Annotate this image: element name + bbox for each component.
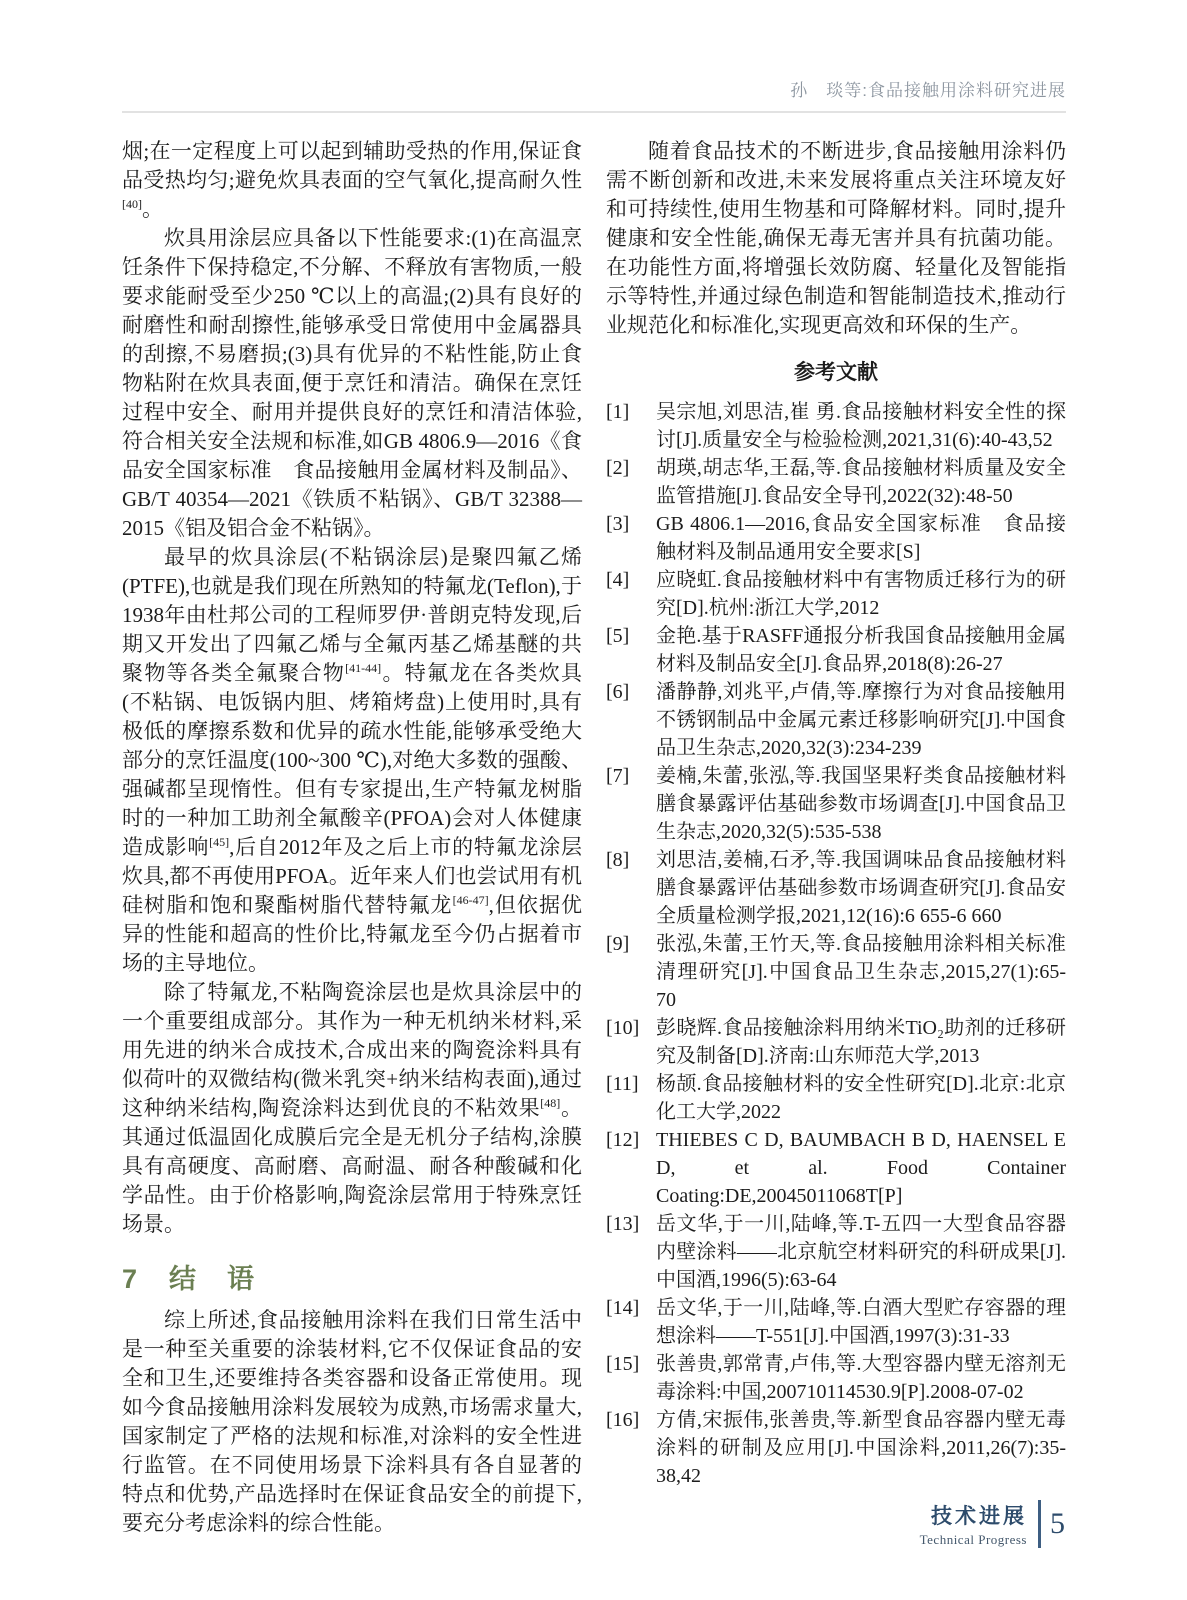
reference-text: 彭晓辉.食品接触涂料用纳米TiO₂助剂的迁移研究及制备[D].济南:山东师范大学,2013 bbox=[656, 1017, 1066, 1067]
citation-superscript: [41-44] bbox=[345, 661, 382, 675]
right-column bbox=[606, 137, 1066, 1538]
citation-superscript: [46-47] bbox=[452, 893, 489, 907]
reference-text: 杨颉.食品接触材料的安全性研究[D].北京:北京化工大学,2022 bbox=[656, 1073, 1066, 1123]
reference-number: [15] bbox=[606, 1353, 640, 1375]
reference-text: 张泓,朱蕾,王竹天,等.食品接触用涂料相关标准清理研究[J].中国食品卫生杂志,2015,27(1):65-70 bbox=[656, 933, 1066, 1011]
reference-number: [10] bbox=[606, 1017, 640, 1039]
reference-item bbox=[606, 1014, 1066, 1070]
reference-item bbox=[606, 930, 1066, 1014]
section-number: 7 bbox=[122, 1264, 140, 1294]
footer-divider bbox=[1038, 1500, 1041, 1548]
page-number: 5 bbox=[1050, 1507, 1065, 1540]
reference-number: [14] bbox=[606, 1297, 640, 1319]
citation-superscript: [45] bbox=[209, 835, 230, 849]
footer-section-label-en: Technical Progress bbox=[919, 1532, 1027, 1547]
reference-item bbox=[606, 678, 1066, 762]
reference-item bbox=[606, 398, 1066, 454]
section-title: 结 语 bbox=[169, 1264, 257, 1294]
reference-number: [3] bbox=[606, 513, 630, 535]
reference-item bbox=[606, 566, 1066, 622]
page-footer bbox=[920, 1500, 1065, 1548]
reference-number: [9] bbox=[606, 933, 630, 955]
reference-item bbox=[606, 1070, 1066, 1126]
reference-item bbox=[606, 1294, 1066, 1350]
reference-number: [6] bbox=[606, 681, 630, 703]
reference-number: [5] bbox=[606, 625, 630, 647]
body-paragraph: 随着食品技术的不断进步,食品接触用涂料仍需不断创新和改进,未来发展将重点关注环境友好和可持续性,使用生物基和可降解材料。同时,提升健康和安全性能,确保无毒无害并具有抗菌功能。在功能性方面,将增强长效防腐、轻量化及智能指示等特性,并通过绿色制造和智能制造技术,推动行业规范化和标准化,实现更高效和环保的生产。 bbox=[606, 139, 1066, 337]
citation-superscript: [40] bbox=[122, 197, 142, 211]
reference-text: 方倩,宋振伟,张善贵,等.新型食品容器内壁无毒涂料的研制及应用[J].中国涂料,2011,26(7):35-38,42 bbox=[656, 1409, 1066, 1487]
reference-text: 刘思洁,姜楠,石矛,等.我国调味品食品接触材料膳食暴露评估基础参数市场调查研究[J].食品安全质量检测学报,2021,12(16):6 655-6 660 bbox=[656, 849, 1066, 927]
reference-list bbox=[606, 398, 1066, 1490]
reference-number: [16] bbox=[606, 1409, 640, 1431]
reference-text: 金艳.基于RASFF通报分析我国食品接触用金属材料及制品安全[J].食品界,2018(8):26-27 bbox=[656, 625, 1066, 675]
reference-text: 岳文华,于一川,陆峰,等.白酒大型贮存容器的理想涂料——T-551[J].中国酒,1997(3):31-33 bbox=[656, 1297, 1066, 1347]
reference-text: 岳文华,于一川,陆峰,等.T-五四一大型食品容器内壁涂料——北京航空材料研究的科研成果[J].中国酒,1996(5):63-64 bbox=[656, 1213, 1066, 1291]
reference-item bbox=[606, 622, 1066, 678]
body-paragraph: 除了特氟龙,不粘陶瓷涂层也是炊具涂层中的一个重要组成部分。其作为一种无机纳米材料,采用先进的纳米合成技术,合成出来的陶瓷涂料具有似荷叶的双微结构(微米乳突+纳米结构表面),通过这种纳米结构,陶瓷涂料达到优良的不粘效果[48]。其通过低温固化成膜后完全是无机分子结构,涂膜具有高硬度、高耐磨、高耐温、耐各种酸碱和化学品性。由于价格影响,陶瓷涂层常用于特殊烹饪场景。 bbox=[122, 980, 582, 1236]
reference-item bbox=[606, 454, 1066, 510]
reference-item bbox=[606, 1126, 1066, 1210]
reference-item bbox=[606, 1210, 1066, 1294]
reference-number: [11] bbox=[606, 1073, 639, 1095]
reference-text: 姜楠,朱蕾,张泓,等.我国坚果籽类食品接触材料膳食暴露评估基础参数市场调查[J].中国食品卫生杂志,2020,32(5):535-538 bbox=[656, 765, 1066, 843]
two-column-layout bbox=[122, 137, 1066, 1538]
reference-number: [4] bbox=[606, 569, 630, 591]
reference-text: 潘静静,刘兆平,卢倩,等.摩擦行为对食品接触用不锈钢制品中金属元素迁移影响研究[J].中国食品卫生杂志,2020,32(3):234-239 bbox=[656, 681, 1066, 759]
reference-number: [7] bbox=[606, 765, 630, 787]
reference-item bbox=[606, 1406, 1066, 1490]
footer-section-label-cn: 技术进展 bbox=[931, 1505, 1027, 1528]
body-paragraph: 烟;在一定程度上可以起到辅助受热的作用,保证食品受热均匀;避免炊具表面的空气氧化,提高耐久性[40]。 bbox=[122, 139, 582, 221]
body-paragraph: 炊具用涂层应具备以下性能要求:(1)在高温烹饪条件下保持稳定,不分解、不释放有害物质,一般要求能耐受至少250 ℃以上的高温;(2)具有良好的耐磨性和耐刮擦性,能够承受日常使用中金属器具的刮擦,不易磨损;(3)具有优异的不粘性能,防止食物粘附在炊具表面,便于烹饪和清洁。确保在烹饪过程中安全、耐用并提供良好的烹饪和清洁体验,符合相关安全法规和标准,如GB 4806.9—2016《食品安全国家标准 食品接触用金属材料及制品》、GB/T 40354—2021《铁质不粘锅》、GB/T 32388—2015《铝及铝合金不粘锅》。 bbox=[122, 226, 582, 540]
reference-text: THIEBES C D, BAUMBACH B D, HAENSEL E D, et al. Food Container Coating:DE,20045011068T[P] bbox=[656, 1129, 1066, 1207]
header-rule bbox=[122, 111, 1066, 113]
reference-number: [12] bbox=[606, 1129, 640, 1151]
section-heading bbox=[122, 1257, 582, 1296]
running-title: 孙 琰等:食品接触用涂料研究进展 bbox=[790, 81, 1066, 100]
reference-text: 应晓虹.食品接触材料中有害物质迁移行为的研究[D].杭州:浙江大学,2012 bbox=[656, 569, 1066, 619]
reference-item bbox=[606, 510, 1066, 566]
reference-item bbox=[606, 1350, 1066, 1406]
reference-text: 吴宗旭,刘思洁,崔 勇.食品接触材料安全性的探讨[J].质量安全与检验检测,2021,31(6):40-43,52 bbox=[656, 401, 1066, 451]
conclusion-paragraph: 综上所述,食品接触用涂料在我们日常生活中是一种至关重要的涂装材料,它不仅保证食品的安全和卫生,还要维持各类容器和设备正常使用。现如今食品接触用涂料发展较为成熟,市场需求量大,国家制定了严格的法规和标准,对涂料的安全性进行监管。在不同使用场景下涂料具有各自显著的特点和优势,产品选择时在保证食品安全的前提下,要充分考虑涂料的综合性能。 bbox=[122, 1308, 582, 1535]
footer-labels bbox=[920, 1500, 1027, 1548]
reference-text: 张善贵,郭常青,卢伟,等.大型容器内壁无溶剂无毒涂料:中国,200710114530.9[P].2008-07-02 bbox=[656, 1353, 1066, 1403]
citation-superscript: [48] bbox=[540, 1096, 561, 1110]
reference-item bbox=[606, 846, 1066, 930]
left-column bbox=[122, 137, 582, 1538]
body-paragraph: 最早的炊具涂层(不粘锅涂层)是聚四氟乙烯(PTFE),也就是我们现在所熟知的特氟龙(Teflon),于1938年由杜邦公司的工程师罗伊·普朗克特发现,后期又开发出了四氟乙烯与全氟丙基乙烯基醚的共聚物等各类全氟聚合物[41-44]。特氟龙在各类炊具(不粘锅、电饭锅内胆、烤箱烤盘)上使用时,具有极低的摩擦系数和优异的疏水性能,能够承受绝大部分的烹饪温度(100~300 ℃),对绝大多数的强酸、强碱都呈现惰性。但有专家提出,生产特氟龙树脂时的一种加工助剂全氟酸辛(PFOA)会对人体健康造成影响[45],后自2012年及之后上市的特氟龙涂层炊具,都不再使用PFOA。近年来人们也尝试用有机硅树脂和饱和聚酯树脂代替特氟龙[46-47],但依据优异的性能和超高的性价比,特氟龙至今仍占据着市场的主导地位。 bbox=[122, 545, 583, 975]
page-content bbox=[122, 76, 1066, 1538]
reference-number: [13] bbox=[606, 1213, 640, 1235]
reference-text: GB 4806.1—2016,食品安全国家标准 食品接触材料及制品通用安全要求[S] bbox=[656, 513, 1066, 563]
reference-number: [8] bbox=[606, 849, 630, 871]
reference-text: 胡瑛,胡志华,王磊,等.食品接触材料质量及安全监管措施[J].食品安全导刊,2022(32):48-50 bbox=[656, 457, 1066, 507]
reference-item bbox=[606, 762, 1066, 846]
reference-number: [2] bbox=[606, 457, 630, 479]
references-title: 参考文献 bbox=[794, 361, 878, 384]
reference-number: [1] bbox=[606, 401, 630, 423]
